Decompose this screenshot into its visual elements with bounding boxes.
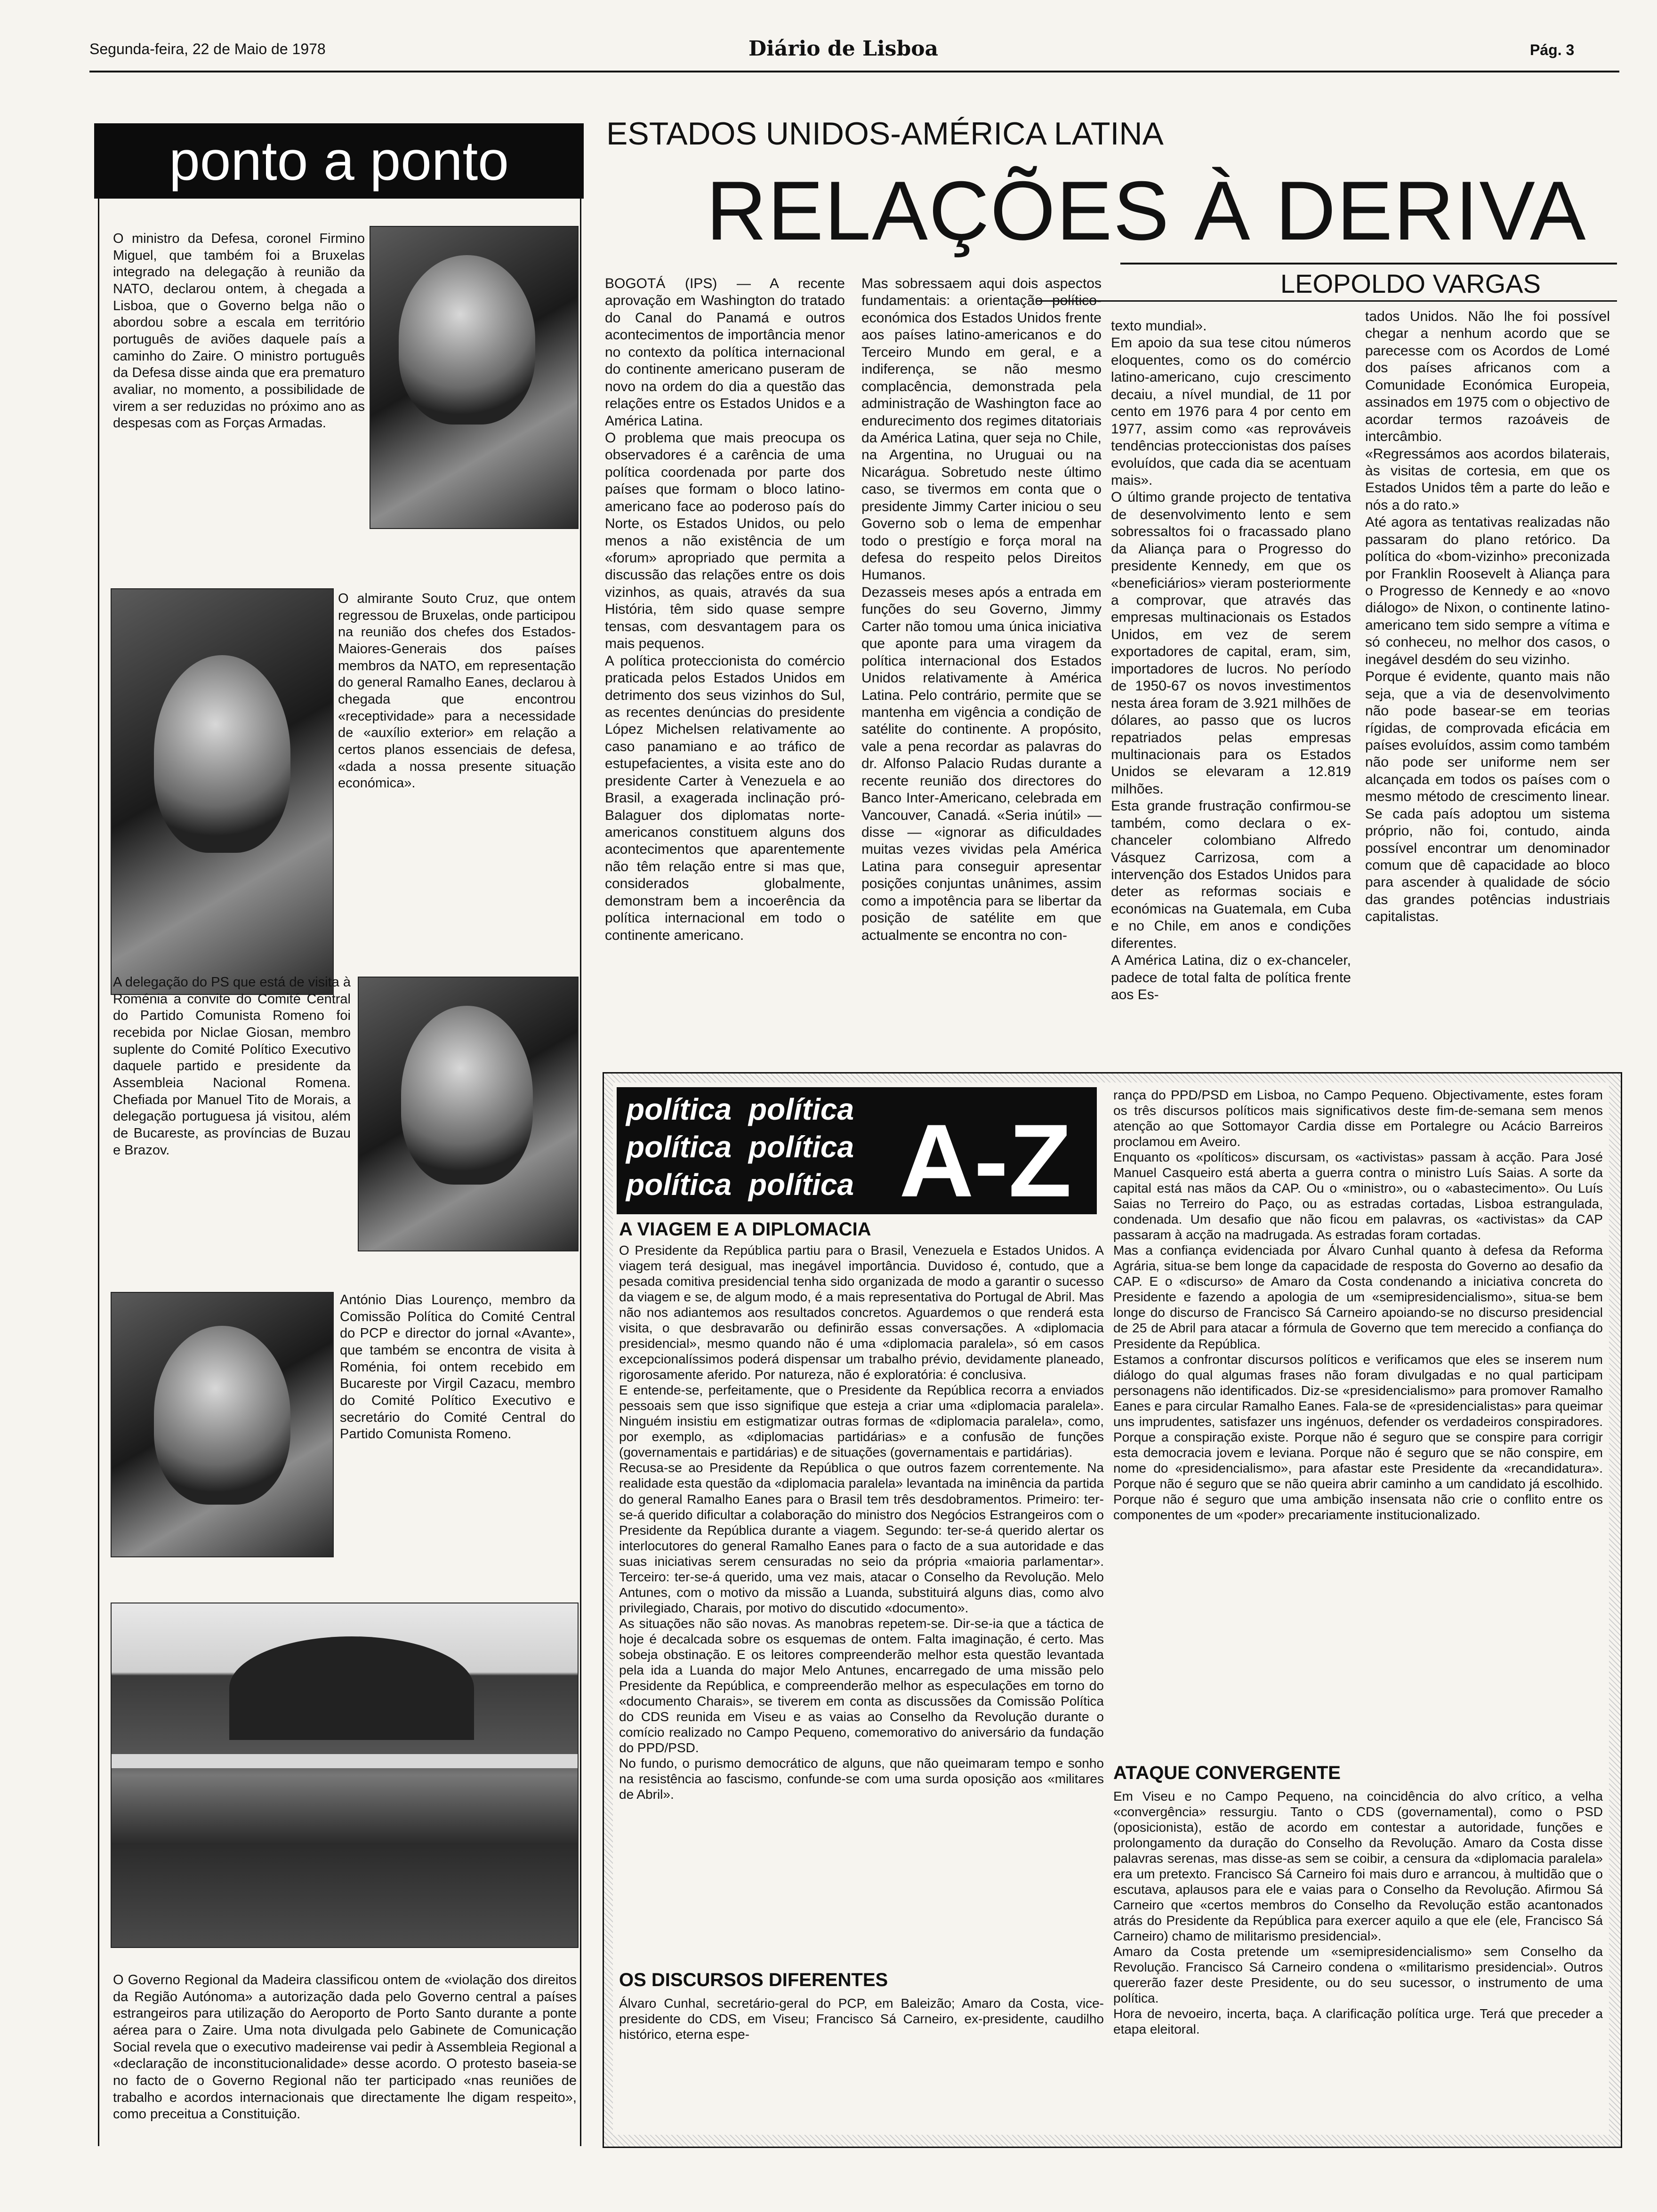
ponto-right-border <box>580 198 581 2146</box>
banner-word-5: política <box>626 1168 732 1202</box>
article-col-3: texto mundial». Em apoio da sua tese citou números eloquentes, como os do comércio latino-americano, cujo crescimento decaiu, a nível mundial, de 11 por cento em 1976 para 4 por cento em 1977, assim como «as reprováveis tendências proteccionistas dos países evoluídos, que cada dia se acentuam mais». O último grande projecto de tentativa de desenvolvimento lento e sem sobressaltos foi o fracassado plano da Aliança para o Progresso do presidente Kennedy, em que os «beneficiários» vieram posteriormente a comprovar, que através das empresas multinacionais os Estados Unidos, em vez de serem exportadores de capital, eram, sim, importadores de lucros. No período de 1950-67 os novos investimentos nesta área foram de 3.921 milhões de dólares, ao passo que os lucros repatriados pelas empresas multinacionais para os Estados Unidos se elevaram a 12.819 milhões. Esta grande frustração confirmou-se também, como declara o ex-chanceler colombiano Alfredo Vásquez Carrizosa, com a intervenção dos Estados Unidos para deter as reformas sociais e económicas na Guatemala, em Cuba e no Chile, em anos e condições diferentes. A América Latina, diz o ex-chanceler, padece de total falta de política frente aos Es- <box>1111 318 1351 1003</box>
article-col-1: BOGOTÁ (IPS) — A recente aprovação em Washington do tratado do Canal do Panamá e outros acontecimentos de importância menor no contexto da política internacional do continente americano puseram de novo na ordem do dia a questão das relações entre os Estados Unidos e a América Latina. O problema que mais preocupa os observadores é a carência de uma política coordenada por parte dos países que formam o bloco latino-americano face ao poderoso país do Norte, os Estados Unidos, ou pelo menos a não existência de um «forum» apropriado que permita a discussão das relações entre os dois vizinhos, as quais, através da sua História, têm sido quase sempre tensas, com desvantagem para os mais pequenos. A política proteccionista do comércio praticada pelos Estados Unidos em detrimento dos seus vizinhos do Sul, as recentes denúncias do presidente López Michelsen relativamente ao caso panamiano e ao tráfico de estupefacientes, a visita este ano do presidente Carter à Venezuela e ao Brasil, a exagerada inclinação pró-Balaguer dos diplomatas norte-americanos constituem alguns dos acontecimentos que aparentemente não têm relação entre si mas que, considerados globalmente, demonstram bem a incoerência da política internacional em todo o continente americano. <box>605 276 845 943</box>
az-text-discursos: Álvaro Cunhal, secretário-geral do PCP, em Baleizão; Amaro da Costa, vice-presidente do CDS, em Viseu; Francisco Sá Carneiro, ex-presidente, caudilho histórico, eterna espe- <box>619 1996 1104 2042</box>
ponto-item-ps: A delegação do PS que está de visita à Roménia a convite do Comité Central do Partido Comunista Romeno foi recebida por Niclae Giosan, membro suplente do Comité Político Executivo daquele partido e presidente da Assembleia Nacional Romena. Chefiada por Manuel Tito de Morais, a delegação portuguesa já visitou, além de Bucareste, as províncias de Buzau e Brazov. <box>113 975 351 1158</box>
banner-letters: A-Z <box>899 1103 1072 1214</box>
photo-souto-cruz <box>111 588 334 995</box>
photo-firmino-miguel <box>370 226 579 529</box>
az-heading-ataque: ATAQUE CONVERGENTE <box>1113 1763 1341 1783</box>
byline-rule <box>1120 263 1617 264</box>
page-number: Pág. 3 <box>1530 41 1575 58</box>
ponto-item-almirante: O almirante Souto Cruz, que ontem regressou de Bruxelas, onde participou na reunião dos chefes dos Estados-Maiores-Generais dos países membros da NATO, em representação do general Ramalho Eanes, declarou à chegada que encontrou «receptividade» para a necessidade de «auxílio exterior» em relação a certos planos essenciais de defesa, «dada a nossa presente situação económica». <box>338 591 576 791</box>
article-headline: RELAÇÕES À DERIVA <box>706 164 1587 257</box>
photo-dias-lourenco <box>111 1292 334 1557</box>
az-text-viagem: O Presidente da República partiu para o Brasil, Venezuela e Estados Unidos. A viagem terá desigual, mas inegável importância. Duvidoso é, contudo, que a pesada comitiva presidencial tenha sido organizada de modo a garantir o sucesso da viagem e se, de algum modo, é a mais representativa do Portugal de Abril. Mas não nos adiantemos aos resultados concretos. Aguardemos o que renderá esta visita, o que desbravarão ou definirão essas conversações. A «diplomacia presidencial», mesmo quando não é uma «diplomacia paralela», só em casos excepcionalíssimos poderá dispensar um trabalho prévio, devidamente planeado, rigorosamente aferido. Por natureza, não é exploratória: é conclusiva. E entende-se, perfeitamente, que o Presidente da República recorra a enviados pessoais sem que isso signifique que esteja a criar uma «diplomacia paralela». Ninguém insistiu em estigmatizar outras formas de «diplomacia paralela», como, por exemplo, as «diplomacias partidárias» e a confusão de funções (governamentais e partidárias) e de situações (governamentais e partidárias). Recusa-se ao Presidente da República o que outros fazem correntemente. Na realidade esta questão da «diplomacia paralela» levantada na iminência da partida do general Ramalho Eanes para o Brasil tem três desdobramentos. Primeiro: ter-se-á querido dificultar a colaboração do ministro dos Negócios Estrangeiros com o Presidente da República durante a viagem. Segundo: ter-se-á querido alertar os interlocutores do general Ramalho Eanes para o facto de a sua autoridade e das suas iniciativas serem censuradas no seio da própria «maioria parlamentar». Terceiro: ter-se-á querido, uma vez mais, atacar o Conselho da Revolução. Melo Antunes, com o motivo da missão a Luanda, substituirá alguns dias, como alvo privilegiado, Charais, por motivo do discutido «documento». As situações não são novas. As manobras repetem-se. Dir-se-ia que a táctica de hoje é decalcada sobre os esquemas de ontem. Falta imaginação, é certo. Mas sobeja obstinação. E os leitores compreenderão melhor esta questão levantada pela ida a Luanda do major Melo Antunes, encarregado de uma missão pelo Presidente da República, e compreenderão melhor as especulações em torno do «documento Charais», se tiverem em conta as discussões da Comissão Política do CDS reunida em Viseu e as vaias ao Conselho da Revolução durante o comício realizado no Campo Pequeno, comemorativo do aniversário da fundação do PPD/PSD. No fundo, o purismo democrático de alguns, que não queimaram tempo e sonho na resistência ao fascismo, confunde-se com uma surda oposição aos «militares de Abril». <box>619 1243 1104 1802</box>
header-rule <box>89 71 1619 72</box>
az-text-ataque: Em Viseu e no Campo Pequeno, na coincidência do alvo crítico, a velha «convergência» ressurgiu. Tanto o CDS (governamental), como o PSD (oposicionista), estão de acordo em contestar a autoridade, funções e prolongamento da duração do Conselho da Revolução. Amaro da Costa disse palavras serenas, mas disse-as sem se coibir, a censura da «diplomacia paralela» era um pretexto. Francisco Sá Carneiro foi mais duro e arrancou, à multidão que o escutava, aplausos para ele e vaias para o Conselho da Revolução. Afirmou Sá Carneiro que «certos membros do Conselho da Revolução estão acantonados atrás do Presidente da República para exercer aquilo a que ele (ele, Francisco Sá Carneiro) chamo de militarismo presidencial». Amaro da Costa pretende um «semipresidencialismo» sem Conselho da Revolução. Francisco Sá Carneiro condena o «militarismo presidencial». Outros quererão fazer deste Presidente, ou do seu sucessor, o instrumento de uma política. Hora de nevoeiro, incerta, baça. A clarificação política urge. Terá que preceder a etapa eleitoral. <box>1113 1789 1603 2037</box>
banner-word-6: política <box>748 1168 854 1202</box>
ponto-title: ponto a ponto <box>169 130 509 192</box>
ponto-item-madeira: O Governo Regional da Madeira classificou ontem de «violação dos direitos da Região Autónoma» a autorização dada pelo Governo central a países estrangeiros para utilização do Aeroporto de Porto Santo durante a ponte aérea para o Zaire. Uma nota divulgada pelo Gabinete de Comunicação Social revela que o executivo madeirense vai pedir à Assembleia Regional a «declaração de inconstitucionalidade» desse acordo. O protesto baseia-se no facto de o Governo Regional não ter participado «nas reuniões de trabalho e acordos internacionais que directamente lhe digam respeito», como preceitua a Constituição. <box>113 1972 577 2122</box>
photo-airport-porto-santo <box>111 1603 579 1948</box>
banner-word-3: política <box>626 1130 732 1164</box>
az-heading-viagem: A VIAGEM E A DIPLOMACIA <box>619 1219 871 1240</box>
az-text-continuacao: rança do PPD/PSD em Lisboa, no Campo Pequeno. Objectivamente, estes foram os três discursos políticos mais significativos deste fim-de-semana sem menos atenção ao que Sottomayor Cardia disse em Portalegre ou Acácio Barreiros proclamou em Aveiro. Enquanto os «políticos» discursam, os «activistas» passam à acção. Para José Manuel Casqueiro está aberta a guerra contra o ministro Luís Saias. A sorte da capital está nas mãos da CAP. Ou o «ministro», ou o «abastecimento». Ou Luís Saias no Terreiro do Paço, ou as estradas cortadas, Lisboa estrangulada, condenada. Um desafio que não ficou em palavras, os «activistas» da CAP passaram à acção na madrugada. As estradas foram cortadas. Mas a confiança evidenciada por Álvaro Cunhal quanto à defesa da Reforma Agrária, situa-se bem longe da capacidade de resposta do Governo ao desafio da CAP. E o «discurso» de Amaro da Costa condenando a iniciativa concreta do Presidente e fazendo a apologia de um «semipresidencialismo», situa-se bem longe do discurso de Francisco Sá Carneiro apoiando-se no discurso presidencial de 25 de Abril para atacar a fórmula de Governo que tem merecido a confiança do Presidente da República. Estamos a confrontar discursos políticos e verificamos que eles se inserem num diálogo do qual algumas frases não foram divulgadas e no qual participam personagens não identificados. Diz-se «presidencialismo» para promover Ramalho Eanes e para circular Ramalho Eanes. Fala-se de «presidencialistas» para queimar uns imprudentes, satisfazer uns ingénuos, defender os verdadeiros conspiradores. Porque a conspiração existe. Porque não é seguro que se conspire para corrigir esta democracia jovem e leviana. Porque não é seguro que se não conspire, em nome do «presidencialismo», para afastar este Presidente da «recandidatura». Porque não é seguro que se não queira abrir caminho a um candidato já escolhido. Porque não é seguro que uma ambição insensata não crie o conflito entre os componentes de um «poder» precariamente institucionalizado. <box>1113 1088 1603 1522</box>
banner-word-4: política <box>748 1130 854 1164</box>
article-kicker: ESTADOS UNIDOS-AMÉRICA LATINA <box>606 116 1164 152</box>
az-banner <box>617 1087 1097 1214</box>
article-col-2: Mas sobressaem aqui dois aspectos fundamentais: a orientação político-económica dos Estados Unidos frente aos países latino-americanos e do Terceiro Mundo em geral, e a indiferença, se não mesmo complacência, demonstrada pela administração de Washington face ao endurecimento dos regimes ditatoriais da América Latina, quer seja no Chile, na Argentina, no Uruguai ou na Nicarágua. Sobretudo neste último caso, se tivermos em conta que o presidente Jimmy Carter iniciou o seu Governo sob o lema de empenhar todo o prestígio e força moral na defesa do respeito pelos Direitos Humanos. Dezasseis meses após a entrada em funções do seu Governo, Jimmy Carter não tomou uma única iniciativa que aponte para uma viragem da política internacional dos Estados Unidos relativamente à América Latina. Pelo contrário, permite que se mantenha em vigência a condição de satélite do continente. A propósito, vale a pena recordar as palavras do dr. Alfonso Palacio Rudas durante a recente reunião dos directores do Banco Inter-Americano, celebrada em Vancouver, Canadá. «Seria inútil» — disse — «ignorar as dificuldades muitas vezes vividas pela América Latina para conseguir apresentar posições conjuntas unânimes, assim como a impotência para se libertar da posição de satélite em que actualmente se encontra no con- <box>861 276 1102 943</box>
ponto-item-defesa: O ministro da Defesa, coronel Firmino Miguel, que também foi a Bruxelas integrado na delegação à reunião da NATO, declarou ontem, à chegada a Lisboa, que o Governo belga não o abordou sobre a escala em território português de aviões daquele país a caminho do Zaire. O ministro português da Defesa disse ainda que era prematuro avaliar, no momento, a possibilidade de virem a ser reduzidas no próximo ano as despesas com as Forças Armadas. <box>113 231 365 431</box>
az-heading-discursos: OS DISCURSOS DIFERENTES <box>619 1970 888 1990</box>
article-byline: LEOPOLDO VARGAS <box>1280 269 1541 298</box>
ponto-item-dias-lourenco: António Dias Lourenço, membro da Comissão Política do Comité Central do PCP e director do jornal «Avante», que também se encontra de visita à Roménia, foi ontem recebido em Bucareste por Virgil Cazacu, membro do Comité Político Executivo e secretário do Comité Central do Partido Comunista Romeno. <box>340 1292 575 1442</box>
article-col-4: tados Unidos. Não lhe foi possível chegar a nenhum acordo que se parecesse com os Acordos de Lomé dos países africanos com a Comunidade Económica Europeia, assinados em 1975 com o objectivo de acordar termos razoáveis de intercâmbio. «Regressámos aos acordos bilaterais, às visitas de cortesia, em que os Estados Unidos têm a parte do leão e nós a do rato.» Até agora as tentativas realizadas não passaram do plano retórico. Da política do «bom-vizinho» preconizada por Franklin Roosevelt à Aliança para o Progresso de Kennedy e ao «novo diálogo» de Nixon, o continente latino-americano tem sido sempre a vítima e só conheceu, no melhor dos casos, o inegável desdém do seu vizinho. Porque é evidente, quanto mais não seja, que a via de desenvolvimento não pode basear-se em teorias rígidas, de comprovada eficácia em países evoluídos, assim como também não pode ser uniforme nem ser alcançada em todos os países com o mesmo método de crescimento linear. Se cada país adoptou um sistema próprio, não foi, contudo, ainda possível encontrar um denominador comum que dê capacidade ao bloco para ascender à qualidade de sócio das grandes potências industriais capitalistas. <box>1365 309 1610 925</box>
photo-roumania <box>358 977 579 1251</box>
banner-word-1: política <box>626 1092 732 1126</box>
issue-date: Segunda-feira, 22 de Maio de 1978 <box>89 40 326 57</box>
banner-word-2: política <box>748 1092 854 1126</box>
byline-rule-bottom <box>1036 300 1617 302</box>
masthead: Diário de Lisboa <box>748 37 939 61</box>
ponto-left-border <box>98 198 99 2146</box>
page-header <box>89 37 1619 65</box>
